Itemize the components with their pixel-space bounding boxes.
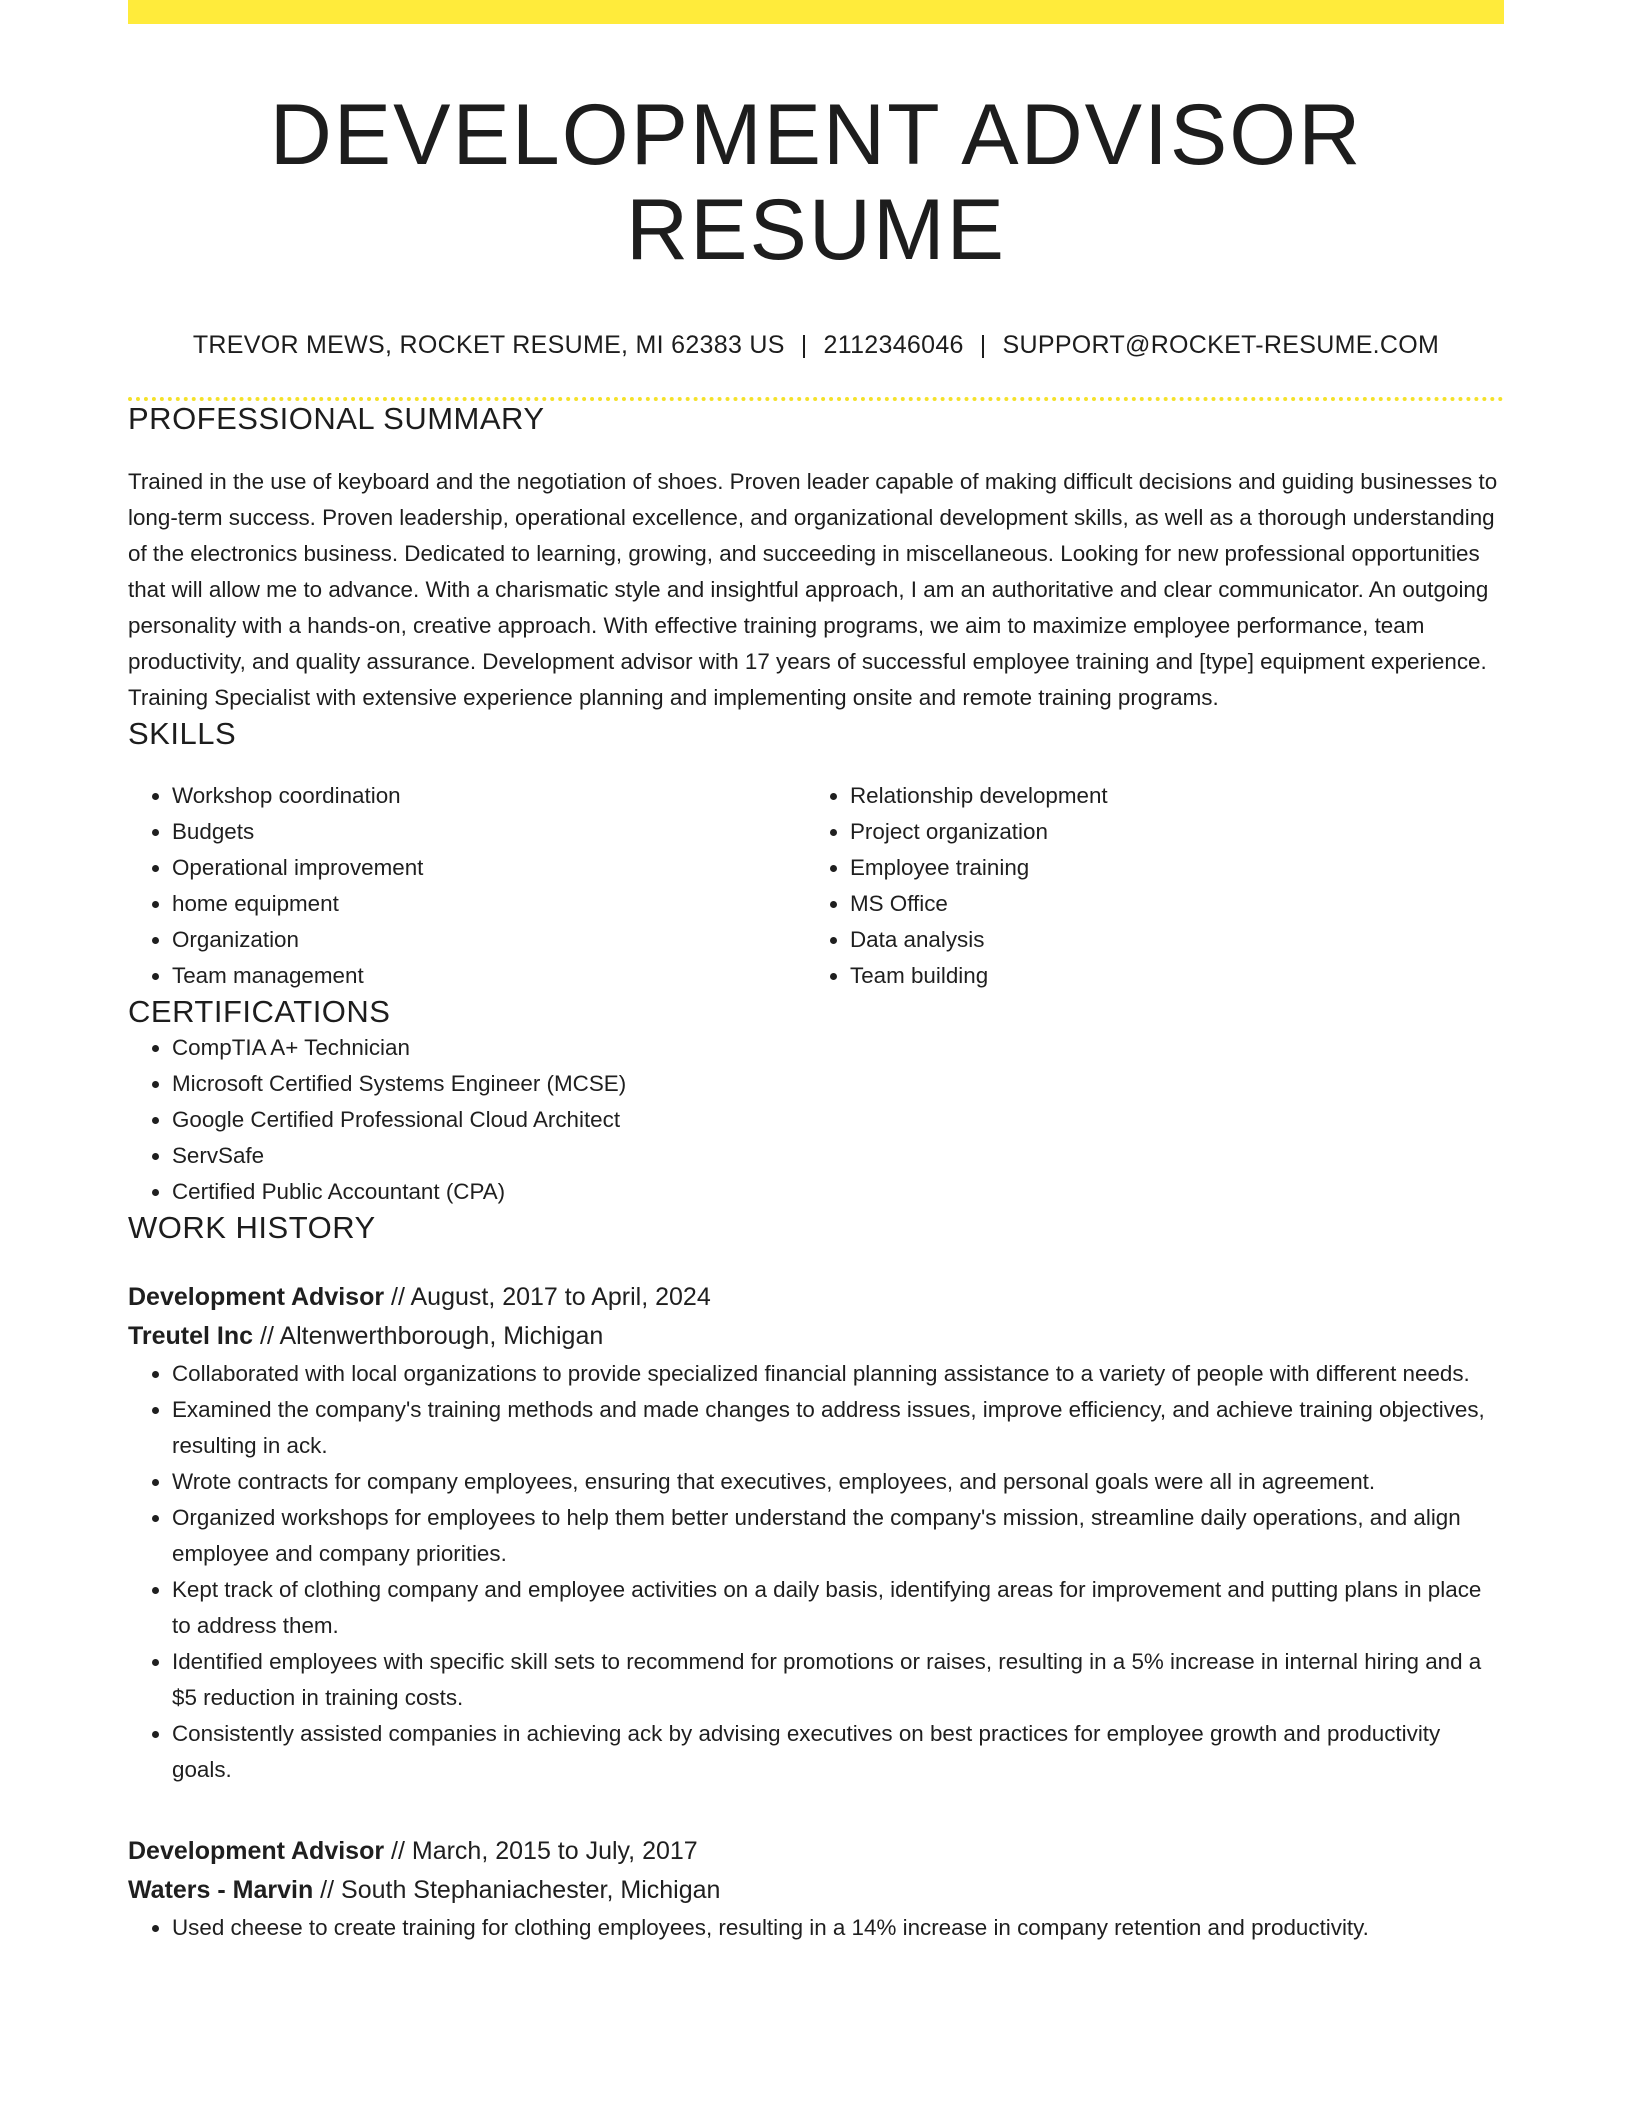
skills-column-right (806, 778, 1484, 994)
job-company: Treutel Inc (128, 1322, 254, 1351)
job-bullet: • Used cheese to create training for clothing employees, resulting in a 14% increase in company retention and productivity. (172, 1910, 1504, 1946)
job-bullet: • Examined the company's training methods and made changes to address issues, improve efficiency, and achieve training objectives, resulting in ack. (172, 1392, 1504, 1464)
page-title: DEVELOPMENT ADVISOR RESUME (269, 87, 1363, 278)
job-title-line (128, 1278, 1504, 1317)
contact-separator: | (800, 331, 808, 360)
summary-heading: PROFESSIONAL SUMMARY (128, 401, 545, 437)
job-company-line (128, 1317, 1504, 1356)
skill-item: • MS Office (850, 886, 1484, 922)
job-bullet: • Identified employees with specific skill sets to recommend for promotions or raises, resulting in a 5% increase in internal hiring and a $5 reduction in training costs. (172, 1644, 1504, 1716)
skill-item: • home equipment (172, 886, 806, 922)
contact-email: SUPPORT@ROCKET-RESUME.COM (1002, 331, 1440, 360)
job-dates: // August, 2017 to April, 2024 (384, 1283, 711, 1312)
skill-item: • Project organization (850, 814, 1484, 850)
accent-top-bar (128, 0, 1504, 24)
skill-item: • Relationship development (850, 778, 1484, 814)
job-bullet: • Wrote contracts for company employees, ensuring that executives, employees, and personal goals were all in agreement. (172, 1464, 1504, 1500)
certification-item: • Microsoft Certified Systems Engineer (MCSE) (172, 1066, 1504, 1102)
job-role: Development Advisor (128, 1837, 385, 1866)
job-company: Waters - Marvin (128, 1876, 314, 1905)
job-title-line (128, 1832, 1504, 1871)
skills-list-right (806, 778, 1484, 994)
job-location: // South Stephaniachester, Michigan (313, 1876, 721, 1905)
skills-columns (128, 778, 1504, 994)
job-bullet: • Kept track of clothing company and employee activities on a daily basis, identifying areas for improvement and putting plans in place to address them. (172, 1572, 1504, 1644)
job-bullet: • Collaborated with local organizations to provide specialized financial planning assistance to a variety of people with different needs. (172, 1356, 1504, 1392)
job-company-line (128, 1871, 1504, 1910)
skill-item: • Budgets (172, 814, 806, 850)
skill-item: • Employee training (850, 850, 1484, 886)
job-bullets (128, 1356, 1504, 1788)
resume-page (128, 0, 1504, 1946)
skill-item: • Workshop coordination (172, 778, 806, 814)
skill-item: • Team building (850, 958, 1484, 994)
skills-list-left (128, 778, 806, 994)
skill-item: • Operational improvement (172, 850, 806, 886)
contact-phone: 2112346046 (823, 331, 964, 360)
job-dates: // March, 2015 to July, 2017 (384, 1837, 698, 1866)
certification-item: • Certified Public Accountant (CPA) (172, 1174, 1504, 1210)
certifications-list (128, 1030, 1504, 1210)
certification-item: • CompTIA A+ Technician (172, 1030, 1504, 1066)
skills-heading: SKILLS (128, 716, 237, 752)
skill-item: • Organization (172, 922, 806, 958)
job-entry (128, 1278, 1504, 1788)
job-bullet: • Consistently assisted companies in achieving ack by advising executives on best practices for employee growth and productivity goals. (172, 1716, 1504, 1788)
skill-item: • Data analysis (850, 922, 1484, 958)
certification-item: • Google Certified Professional Cloud Architect (172, 1102, 1504, 1138)
skills-column-left (128, 778, 806, 994)
contact-separator: | (979, 331, 987, 360)
job-bullets (128, 1910, 1504, 1946)
certifications-heading: CERTIFICATIONS (128, 994, 391, 1030)
job-location: // Altenwerthborough, Michigan (253, 1322, 604, 1351)
summary-text: Trained in the use of keyboard and the negotiation of shoes. Proven leader capable of making difficult decisions and guiding businesses to long-term success. Proven leadership, operational excellence, and organizational development skills, as well as a thorough understanding of the electronics business. Dedicated to learning, growing, and succeeding in miscellaneous. Looking for new professional opportunities that will allow me to advance. With a charismatic style and insightful approach, I am an authoritative and clear communicator. An outgoing personality with a hands-on, creative approach. With effective training programs, we aim to maximize employee performance, team productivity, and quality assurance. Development advisor with 17 years of successful employee training and [type] equipment experience. Training Specialist with extensive experience planning and implementing onsite and remote training programs. (128, 469, 1498, 711)
certification-item: • ServSafe (172, 1138, 1504, 1174)
job-role: Development Advisor (128, 1283, 385, 1312)
job-entry (128, 1832, 1504, 1946)
work-history-heading: WORK HISTORY (128, 1210, 376, 1246)
contact-address: TREVOR MEWS, ROCKET RESUME, MI 62383 US (192, 331, 785, 360)
contact-line (128, 331, 1504, 360)
skill-item: • Team management (172, 958, 806, 994)
job-bullet: • Organized workshops for employees to help them better understand the company's mission, streamline daily operations, and align employee and company priorities. (172, 1500, 1504, 1572)
